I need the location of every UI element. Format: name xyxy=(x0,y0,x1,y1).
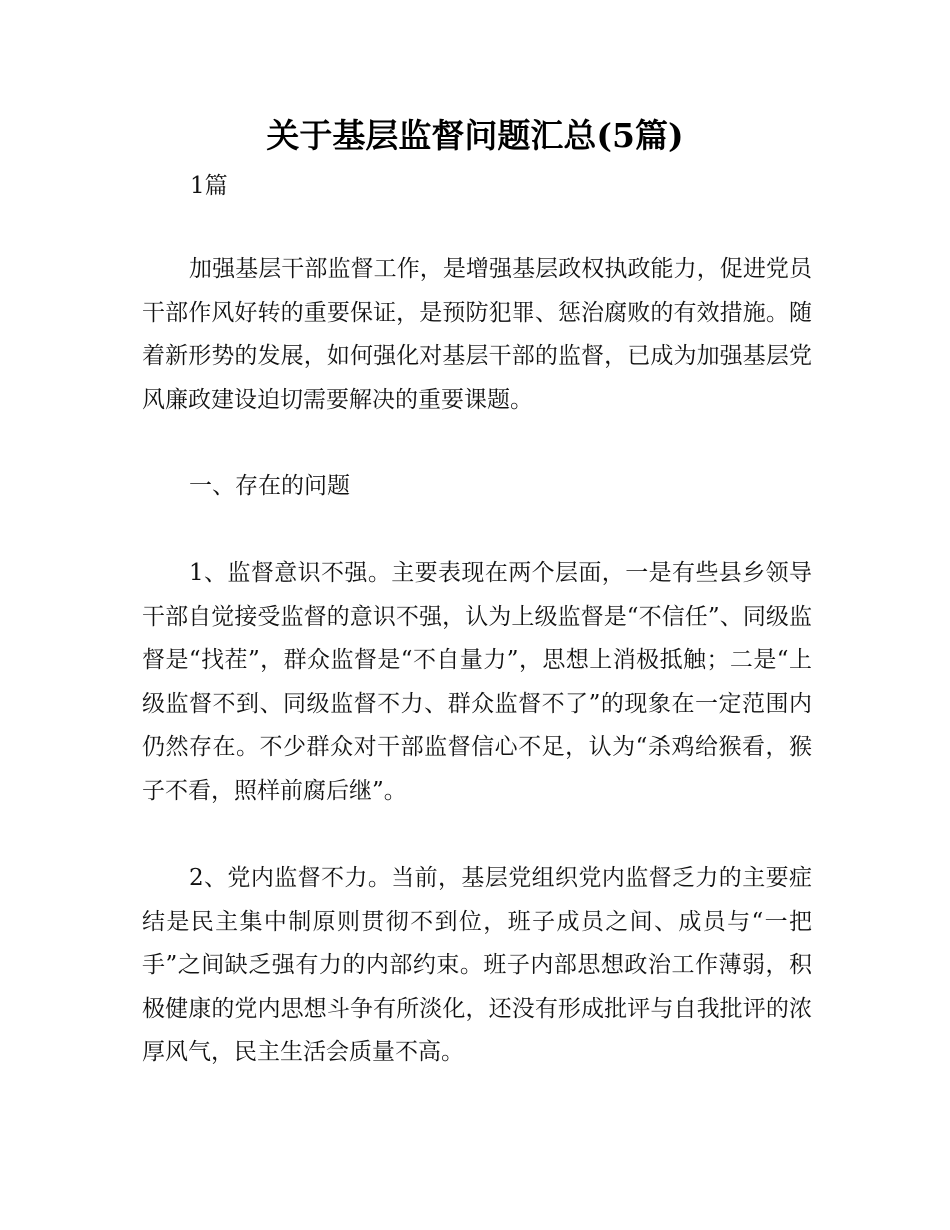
section-heading: 一、存在的问题 xyxy=(189,473,350,499)
item-two-paragraph: 2、党内监督不力。当前，基层党组织党内监督乏力的主要症结是民主集中制原则贯彻不到位，班子成员之间、成员与“一把手”之间缺乏强有力的内部约束。班子内部思想政治工作薄弱，积极健康的党内思想斗争有所淡化，还没有形成批评与自我批评的浓厚风气，民主生活会质量不高。 xyxy=(142,865,812,1065)
document-title: 关于基层监督问题汇总(5篇) xyxy=(266,116,684,155)
part-label: 1篇 xyxy=(190,173,228,199)
item-one-paragraph: 1、监督意识不强。主要表现在两个层面，一是有些县乡领导干部自觉接受监督的意识不强，认为上级监督是“不信任”、同级监督是“找茬”，群众监督是“不自量力”，思想上消极抵触；二是“上级监督不到、同级监督不力、群众监督不了”的现象在一定范围内仍然存在。不少群众对干部监督信心不足，认为“杀鸡给猴看，猴子不看，照样前腐后继”。 xyxy=(142,560,812,804)
intro-paragraph: 加强基层干部监督工作，是增强基层政权执政能力，促进党员干部作风好转的重要保证，是预防犯罪、惩治腐败的有效措施。随着新形势的发展，如何强化对基层干部的监督，已成为加强基层党风廉政建设迫切需要解决的重要课题。 xyxy=(142,256,812,413)
